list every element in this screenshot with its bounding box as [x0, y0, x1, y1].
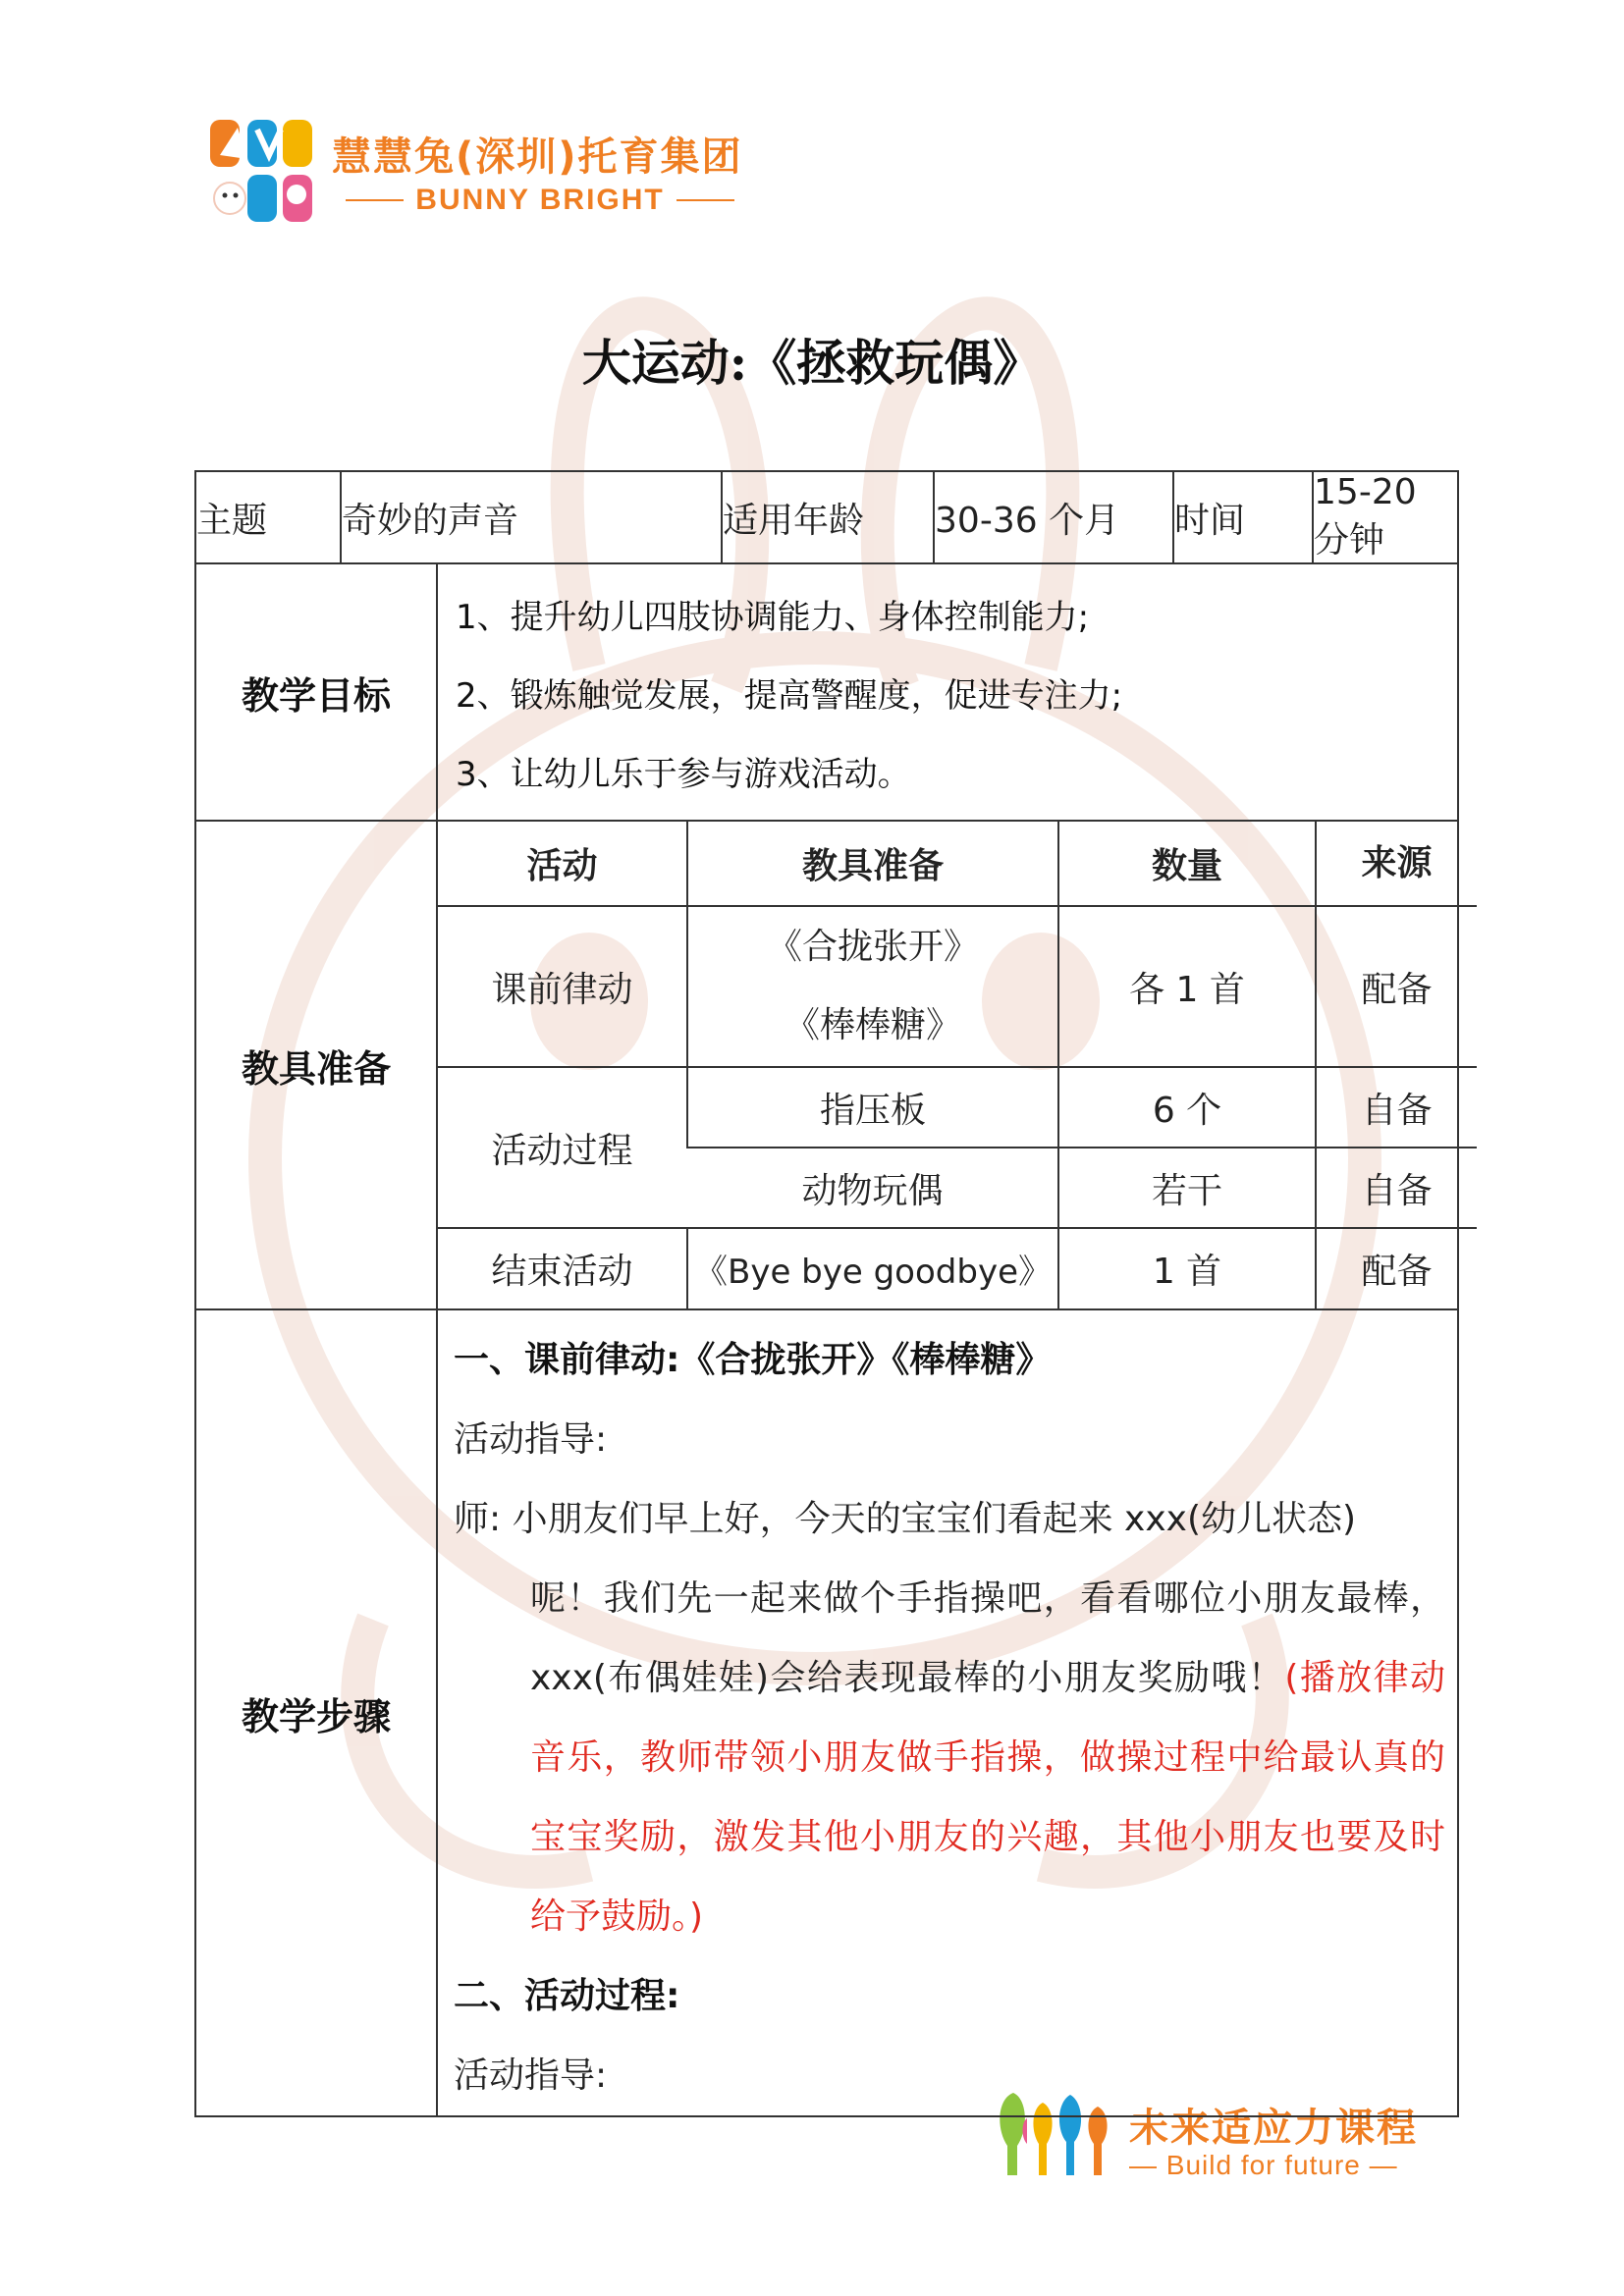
materials-header: 教具准备	[687, 822, 1058, 906]
footer-brand-en: — Build for future —	[1129, 2150, 1398, 2180]
steps-label: 教学步骤	[195, 1309, 437, 2116]
source-cell: 自备	[1316, 1148, 1477, 1228]
brand-name-en-row	[334, 181, 746, 220]
guide-label: 活动指导:	[454, 1419, 608, 1460]
materials-table	[438, 822, 1477, 1308]
source-cell: 配备	[1316, 1228, 1477, 1308]
activity-cell: 结束活动	[438, 1228, 687, 1308]
theme-label: 主题	[195, 471, 341, 563]
teacher-prefix: 师:	[454, 1499, 502, 1539]
tool-cell	[687, 906, 1058, 1067]
activity-cell: 活动过程	[438, 1067, 687, 1228]
source-cell: 自备	[1316, 1067, 1477, 1148]
goal-item: 2、锻炼触觉发展，提高警醒度，促进专注力;	[456, 676, 1123, 716]
bunny-logo-icon	[208, 116, 316, 226]
section-heading: 二、活动过程:	[454, 1976, 680, 2016]
age-label: 适用年龄	[722, 471, 934, 563]
materials-row	[195, 821, 1458, 1309]
footer-brand-cn: 未来适应力课程	[1129, 2106, 1418, 2151]
materials-header: 活动	[526, 846, 598, 886]
speech-rest-wrap	[454, 1559, 1445, 1956]
materials-header-row	[438, 822, 1477, 906]
table-row	[438, 1228, 1477, 1308]
brand-divider	[346, 199, 404, 201]
speech-rest: 呢！我们先一起来做个手指操吧，看看哪位小朋友最棒，xxx(布偶娃娃)会给表现最棒的小朋友奖励哦！	[530, 1578, 1446, 1698]
brand-name-cn: 慧慧兔(深圳)托育集团	[332, 134, 743, 180]
time-value: 15-20 分钟	[1313, 471, 1458, 563]
tool-line: 《棒棒糖》	[784, 1005, 961, 1045]
qty-cell: 各 1 首	[1058, 906, 1316, 1067]
materials-header: 数量	[1058, 822, 1316, 906]
steps-row	[195, 1309, 1458, 2116]
lesson-plan-table	[194, 470, 1459, 2117]
teacher-speech	[454, 1479, 1445, 1956]
goals-content	[437, 563, 1458, 821]
info-row	[195, 471, 1458, 563]
table-row	[438, 1067, 1477, 1148]
brand-name-en: BUNNY BRIGHT	[415, 184, 665, 216]
theme-value: 奇妙的声音	[341, 471, 722, 563]
qty-cell: 1 首	[1058, 1228, 1316, 1308]
time-label: 时间	[1173, 471, 1313, 563]
source-cell: 配备	[1316, 906, 1477, 1067]
tool-cell: 指压板	[687, 1067, 1058, 1148]
goal-item: 1、提升幼儿四肢协调能力、身体控制能力;	[456, 598, 1090, 637]
guide-label: 活动指导:	[454, 2056, 608, 2096]
tool-line: 《合拢张开》	[766, 927, 979, 967]
qty-cell: 若干	[1058, 1148, 1316, 1228]
materials-label: 教具准备	[195, 821, 437, 1309]
qty-cell: 6 个	[1058, 1067, 1316, 1148]
goal-item: 3、让幼儿乐于参与游戏活动。	[456, 755, 911, 794]
section-heading: 一、课前律动:《合拢张开》《棒棒糖》	[454, 1340, 1052, 1380]
materials-header: 来源	[1316, 822, 1477, 906]
table-row	[438, 906, 1477, 1067]
brand-divider	[677, 199, 734, 201]
goals-row	[195, 563, 1458, 821]
tool-cell: 动物玩偶	[687, 1148, 1058, 1228]
speech-instruction: (播放律动音乐，教师带领小朋友做手指操，做操过程中给最认真的宝宝奖励，激发其他小朋友的兴趣，其他小朋友也要及时给予鼓励。)	[530, 1658, 1446, 1937]
steps-content	[437, 1309, 1458, 2116]
page-title: 大运动:《拯救玩偶》	[581, 334, 1043, 392]
materials-content	[437, 821, 1458, 1309]
age-value: 30-36 个月	[934, 471, 1173, 563]
activity-cell: 课前律动	[438, 906, 687, 1067]
speech-first: 小朋友们早上好，今天的宝宝们看起来 xxx(幼儿状态)	[512, 1499, 1357, 1539]
goals-label: 教学目标	[195, 563, 437, 821]
tool-cell: 《Bye bye goodbye》	[687, 1228, 1058, 1308]
